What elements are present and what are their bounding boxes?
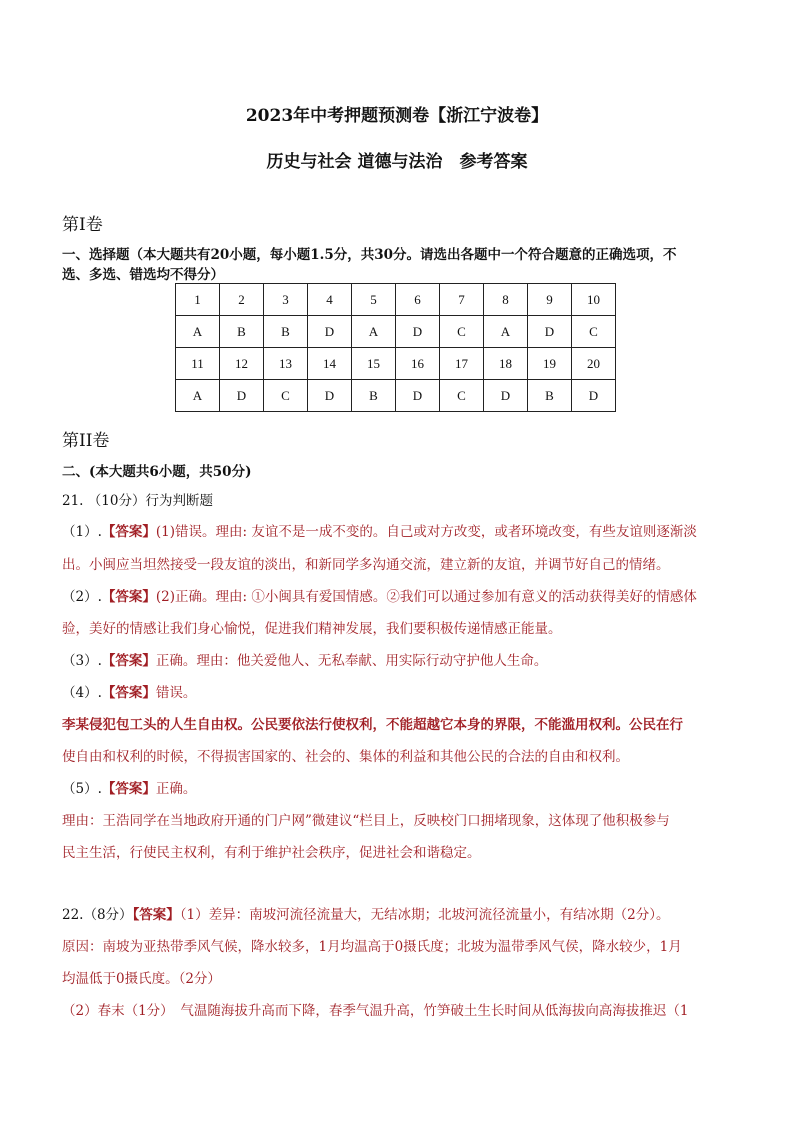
- answer-table-cell: 2: [220, 284, 264, 316]
- answer-table-cell: 5: [352, 284, 396, 316]
- answer-table-cell: D: [308, 316, 352, 348]
- answer-text: 错误。: [155, 685, 197, 701]
- answer-tag: 【答案】: [101, 653, 156, 669]
- answer-prefix: （4）.: [62, 685, 102, 701]
- q21-answer-1: [62, 520, 732, 540]
- q21-answer-5: [62, 777, 732, 797]
- answer-tag: 【答案】: [101, 524, 156, 540]
- answer-table-cell: D: [484, 380, 528, 412]
- answer-table-row: [176, 348, 616, 380]
- instruction-line-1: 一、选择题（本大题共有20小题，每小题1.5分，共30分。请选出各题中一个符合题意的正确选项，不: [62, 247, 677, 263]
- q22-answer-line-3: 均温低于0摄氏度。（2分）: [62, 971, 221, 987]
- answer-tag: 【答案】: [132, 907, 180, 923]
- answer-table-cell: 14: [308, 348, 352, 380]
- answer-table-cell: C: [572, 316, 616, 348]
- answer-prefix: （5）.: [62, 781, 102, 797]
- answer-table-cell: A: [176, 316, 220, 348]
- q21-answer-4: [62, 681, 732, 701]
- answer-table-cell: D: [572, 380, 616, 412]
- answer-table: [175, 283, 616, 412]
- answer-table-row: [176, 380, 616, 412]
- answer-table-cell: D: [308, 380, 352, 412]
- answer-text: (2)正确。理由: ①小闽具有爱国情感。②我们可以通过参加有意义的活动获得美好的情感体: [155, 589, 697, 605]
- answer-table-cell: 13: [264, 348, 308, 380]
- answer-text: 正确。理由：他关爱他人、无私奉献、用实际行动守护他人生命。: [155, 653, 548, 669]
- answer-table-cell: 7: [440, 284, 484, 316]
- answer-table-cell: 11: [176, 348, 220, 380]
- answer-table-cell: C: [264, 380, 308, 412]
- answer-table-cell: B: [352, 380, 396, 412]
- q21-answer-5-cont2: 民主生活，行使民主权利，有利于维护社会秩序，促进社会和谐稳定。: [62, 845, 481, 861]
- answer-prefix: （1）.: [62, 524, 102, 540]
- answer-table-cell: 16: [396, 348, 440, 380]
- answer-table-cell: B: [528, 380, 572, 412]
- q21-answer-5-cont: 理由：王浩同学在当地政府开通的门户网”微建议“栏目上，反映校门口拥堵现象，这体现了他积极参与: [62, 813, 670, 829]
- answer-table-cell: 6: [396, 284, 440, 316]
- q22-answer-line-4: （2）春末（1分） 气温随海拔升高而下降，春季气温升高，竹笋破土生长时间从低海拔向高海拔推迟（1: [62, 1003, 689, 1019]
- answer-table-row: [176, 316, 616, 348]
- answer-table-cell: 12: [220, 348, 264, 380]
- answer-prefix: （3）.: [62, 653, 102, 669]
- q21-answer-3: [62, 649, 732, 669]
- q21-answer-2: [62, 585, 732, 605]
- answer-table-cell: 20: [572, 348, 616, 380]
- part1-label: 第Ⅰ卷: [62, 215, 103, 235]
- answer-text: (1)错误。理由: 友谊不是一成不变的。自己或对方改变，或者环境改变，有些友谊则逐渐淡: [155, 524, 697, 540]
- answer-table-cell: 19: [528, 348, 572, 380]
- answer-table-cell: A: [484, 316, 528, 348]
- answer-table-cell: 18: [484, 348, 528, 380]
- answer-table-cell: D: [396, 316, 440, 348]
- answer-table-cell: D: [220, 380, 264, 412]
- answer-table-cell: C: [440, 316, 484, 348]
- q21-answer-2-cont: 验，美好的情感让我们身心愉悦，促进我们精神发展，我们要积极传递情感正能量。: [62, 621, 562, 637]
- answer-table-cell: 3: [264, 284, 308, 316]
- answer-table-row: [176, 284, 616, 316]
- q22-answer-line-2: 原因：南坡为亚热带季风气候，降水较多，1月均温高于0摄氏度；北坡为温带季风气侯，降水较少，1月: [62, 939, 682, 955]
- answer-prefix: （2）.: [62, 589, 102, 605]
- answer-tag: 【答案】: [101, 685, 156, 701]
- q21-title: 21. （10分）行为判断题: [62, 493, 213, 509]
- page-subtitle: 历史与社会 道德与法治 参考答案: [266, 152, 528, 172]
- part2-heading: 二、(本大题共6小题，共50分): [62, 464, 252, 480]
- q21-answer-4-cont: 李某侵犯包工头的人生自由权。公民要依法行使权利，不能超越它本身的界限，不能滥用权利。公民在行: [62, 717, 683, 733]
- page-title: 2023年中考押题预测卷【浙江宁波卷】: [245, 106, 549, 126]
- instruction-line-2: 选、多选、错选均不得分）: [62, 267, 224, 283]
- answer-table-cell: B: [220, 316, 264, 348]
- answer-table-cell: 17: [440, 348, 484, 380]
- answer-table-cell: B: [264, 316, 308, 348]
- answer-text: （1）差异：南坡河流径流量大，无结冰期；北坡河流径流量小，有结冰期（2分）。: [179, 907, 670, 923]
- answer-tag: 【答案】: [101, 781, 156, 797]
- q22-prefix: 22.（8分）: [62, 907, 133, 923]
- q21-answer-1-cont: 出。小闽应当坦然接受一段友谊的淡出，和新同学多沟通交流，建立新的友谊，并调节好自己的情绪。: [62, 557, 670, 573]
- answer-table-cell: D: [396, 380, 440, 412]
- answer-table-cell: 15: [352, 348, 396, 380]
- answer-table-cell: A: [352, 316, 396, 348]
- answer-table-cell: 4: [308, 284, 352, 316]
- part2-label: 第II卷: [62, 431, 110, 451]
- answer-table-cell: 9: [528, 284, 572, 316]
- answer-text: 正确。: [155, 781, 197, 797]
- q21-answer-4-cont2: 使自由和权利的时候，不得损害国家的、社会的、集体的利益和其他公民的合法的自由和权利。: [62, 749, 629, 765]
- answer-tag: 【答案】: [101, 589, 156, 605]
- answer-table-cell: 10: [572, 284, 616, 316]
- answer-table-cell: A: [176, 380, 220, 412]
- answer-table-cell: C: [440, 380, 484, 412]
- answer-table-cell: 1: [176, 284, 220, 316]
- q22-answer-1: [62, 903, 732, 923]
- answer-table-cell: 8: [484, 284, 528, 316]
- answer-table-cell: D: [528, 316, 572, 348]
